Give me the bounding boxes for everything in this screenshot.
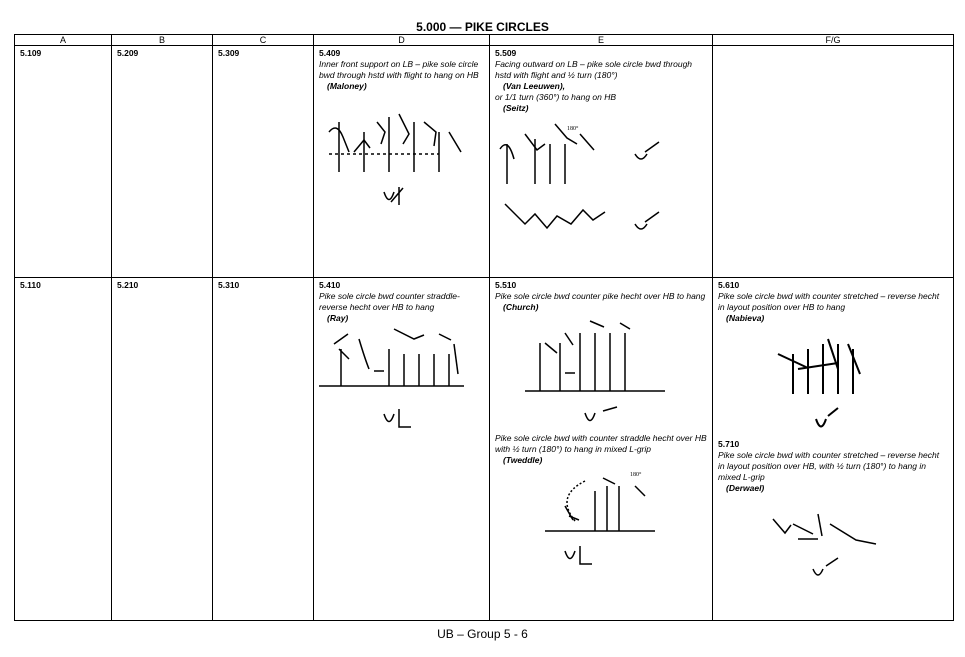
angle-label: 180° <box>567 126 579 132</box>
element-code: 5.610 <box>718 280 740 290</box>
gymnast-name: (Ray) <box>327 313 349 323</box>
column-header-d: D <box>314 35 490 46</box>
element-description-alt: or 1/1 turn (360°) to hang on HB <box>495 92 617 102</box>
elements-table <box>14 34 954 621</box>
element-code: 5.510 <box>495 280 517 290</box>
cell-5-410 <box>314 278 490 621</box>
element-code: 5.710 <box>718 439 740 449</box>
element-description: Pike sole circle bwd with counter stretched – reverse hecht in layout position over HB to hang <box>718 291 940 312</box>
gymnast-name: (Van Leeuwen), <box>503 81 566 91</box>
element-code: 5.309 <box>218 48 240 58</box>
element-code: 5.310 <box>218 280 240 290</box>
gymnast-name: (Maloney) <box>327 81 367 91</box>
gymnast-name: (Nabieva) <box>726 313 765 323</box>
element-description-alt: Pike sole circle bwd with counter stretched – reverse hecht in layout position over HB, with ½ turn (180°) to hang in mixed L-grip <box>718 450 940 482</box>
element-code: 5.409 <box>319 48 341 58</box>
maloney-stick-figure-diagram <box>319 92 479 212</box>
element-code: 5.509 <box>495 48 517 58</box>
cell-5-509 <box>490 46 713 278</box>
van-leeuwen-seitz-diagram <box>495 114 695 249</box>
cell-5-309 <box>213 46 314 278</box>
cell-5-109 <box>15 46 112 278</box>
gymnast-name: (Derwael) <box>726 483 765 493</box>
column-header-fg: F/G <box>713 35 954 46</box>
element-code: 5.210 <box>117 280 139 290</box>
table-row <box>15 46 954 278</box>
element-code: 5.109 <box>20 48 42 58</box>
tweddle-stick-figure-diagram <box>495 466 695 576</box>
church-stick-figure-diagram <box>495 313 695 433</box>
element-description-alt: Pike sole circle bwd with counter straddle hecht over HB with ½ turn (180°) to hang in mixed L-grip <box>495 433 707 454</box>
gymnast-name: (Church) <box>503 302 539 312</box>
element-description: Pike sole circle bwd counter straddle-reverse hecht over HB to hang <box>319 291 460 312</box>
cell-5-210 <box>112 278 213 621</box>
element-description: Pike sole circle bwd counter pike hecht over HB to hang <box>495 291 706 301</box>
column-header-b: B <box>112 35 213 46</box>
element-description: Inner front support on LB – pike sole circle bwd through hstd with flight to hang on HB <box>319 59 479 80</box>
table-row <box>15 278 954 621</box>
derwael-stick-figure-diagram <box>718 494 938 584</box>
gymnast-name: (Seitz) <box>503 103 529 113</box>
nabieva-stick-figure-diagram <box>718 324 938 439</box>
cell-5-110 <box>15 278 112 621</box>
element-description: Facing outward on LB – pike sole circle bwd through hstd with flight and ½ turn (180°) <box>495 59 693 80</box>
cell-5-310 <box>213 278 314 621</box>
cell-5-510 <box>490 278 713 621</box>
column-header-e: E <box>490 35 713 46</box>
column-header-row <box>15 35 954 46</box>
cell-5-209 <box>112 46 213 278</box>
element-code: 5.410 <box>319 280 341 290</box>
element-code: 5.110 <box>20 280 41 290</box>
angle-label: 180° <box>630 472 642 478</box>
cell-5-610-5-710 <box>713 278 954 621</box>
column-header-c: C <box>213 35 314 46</box>
page-footer: UB – Group 5 - 6 <box>437 627 528 641</box>
ray-stick-figure-diagram <box>319 324 479 434</box>
gymnast-name: (Tweddle) <box>503 455 543 465</box>
page-title: 5.000 — PIKE CIRCLES <box>416 20 549 34</box>
column-header-a: A <box>15 35 112 46</box>
cell-f-empty <box>713 46 954 278</box>
element-code: 5.209 <box>117 48 139 58</box>
cell-5-409 <box>314 46 490 278</box>
